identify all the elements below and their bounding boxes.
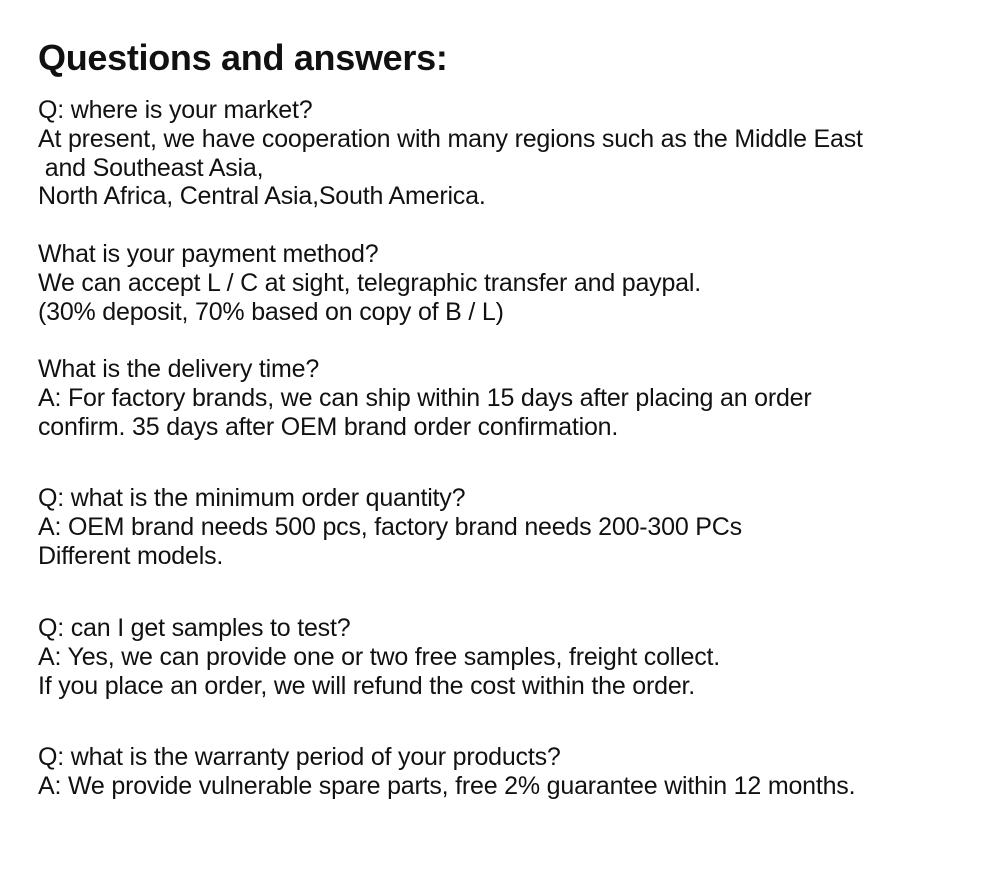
faq-question: Q: what is the warranty period of your products? [38, 743, 561, 771]
faq-question: Q: what is the minimum order quantity? [38, 484, 466, 512]
faq-question: Q: where is your market? [38, 96, 313, 124]
faq-question: Q: can I get samples to test? [38, 614, 351, 642]
faq-item-warranty [38, 743, 978, 801]
faq-answer-line: A: Yes, we can provide one or two free samples, freight collect. [38, 642, 721, 671]
faq-item-delivery [38, 355, 978, 441]
faq-answer-line: At present, we have cooperation with many regions such as the Middle East [38, 124, 863, 153]
faq-answer-line: A: OEM brand needs 500 pcs, factory brand needs 200-300 PCs [38, 512, 742, 541]
faq-answer-line: A: We provide vulnerable spare parts, free 2% guarantee within 12 months. [38, 771, 856, 800]
faq-question: What is your payment method? [38, 240, 379, 268]
page-title: Questions and answers: [38, 37, 448, 78]
faq-question: What is the delivery time? [38, 355, 320, 383]
faq-answer-line: We can accept L / C at sight, telegraphic transfer and paypal. [38, 268, 701, 297]
faq-item-payment [38, 240, 978, 326]
faq-item-market [38, 96, 978, 211]
faq-answer-line: If you place an order, we will refund the cost within the order. [38, 671, 696, 700]
faq-answer-line: A: For factory brands, we can ship within 15 days after placing an order [38, 383, 812, 412]
faq-item-samples [38, 614, 978, 700]
faq-answer-line: and Southeast Asia, [38, 153, 264, 182]
faq-answer-line: confirm. 35 days after OEM brand order confirmation. [38, 412, 619, 441]
faq-answer-line: Different models. [38, 541, 224, 570]
faq-item-moq [38, 484, 978, 570]
faq-answer-line: (30% deposit, 70% based on copy of B / L) [38, 297, 504, 326]
faq-answer-line: North Africa, Central Asia,South America. [38, 182, 486, 211]
